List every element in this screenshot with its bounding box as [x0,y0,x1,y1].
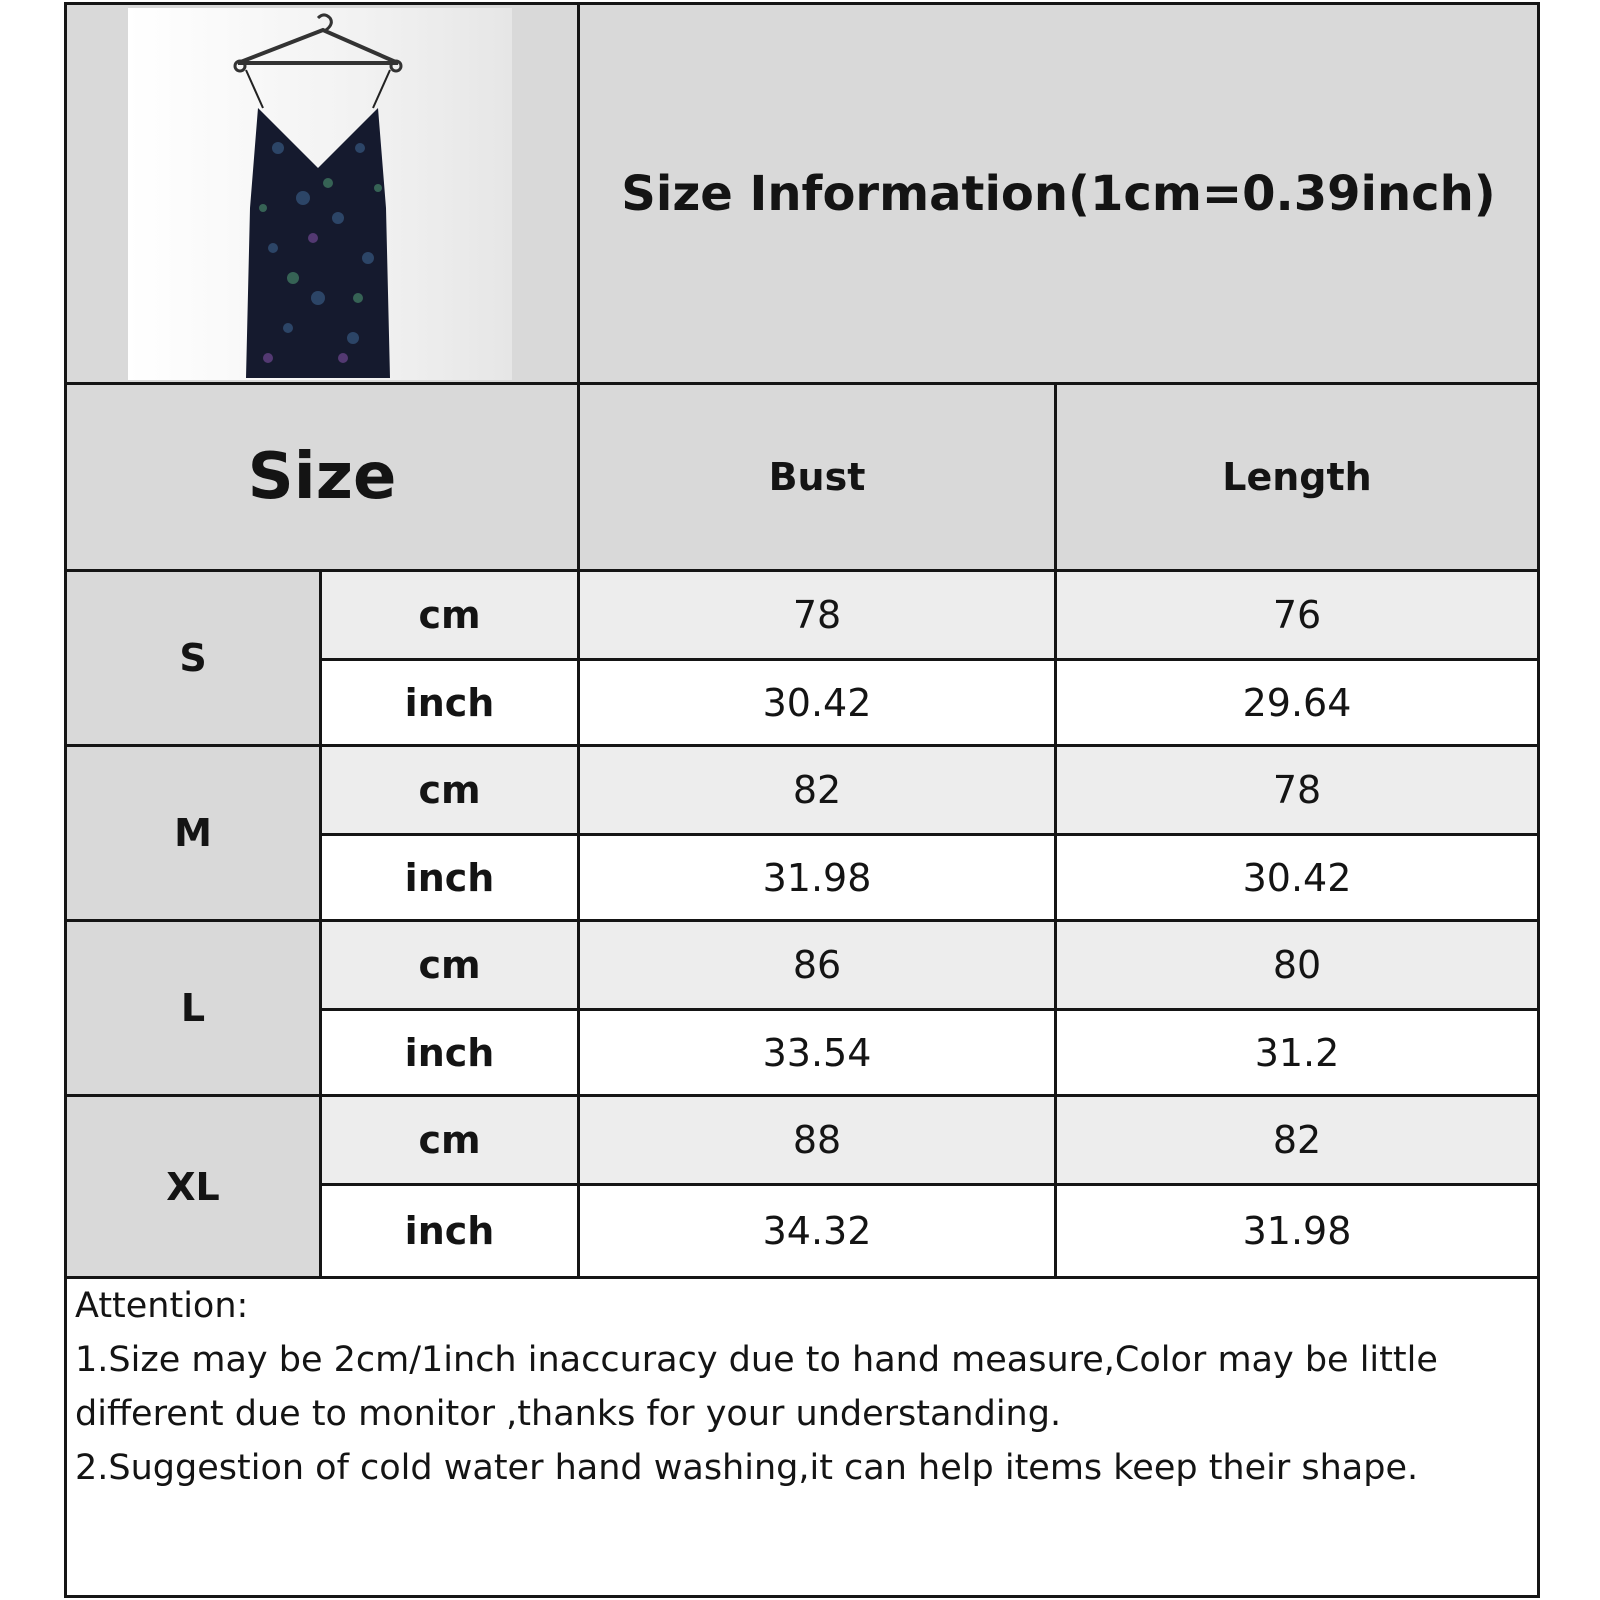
unit-label-cm: cm [319,744,580,836]
length-inch-m: 30.42 [1054,833,1540,922]
unit-label-inch: inch [319,658,580,747]
unit-label-cm: cm [319,919,580,1011]
unit-label-inch: inch [319,1183,580,1279]
length-inch-xl: 31.98 [1054,1183,1540,1279]
unit-label-cm: cm [319,569,580,661]
unit-label-inch: inch [319,1008,580,1097]
size-label-l: L [64,919,322,1097]
dress-image [128,8,512,380]
length-cm-l: 80 [1054,919,1540,1011]
size-info-title: Size Information(1cm=0.39inch) [577,2,1540,385]
bust-inch-s: 30.42 [577,658,1057,747]
attention-heading: Attention: [75,1286,249,1326]
bust-inch-l: 33.54 [577,1008,1057,1097]
length-cm-s: 76 [1054,569,1540,661]
product-photo [128,8,512,380]
bust-cm-s: 78 [577,569,1057,661]
note-line-3: 2.Suggestion of cold water hand washing,it can help items keep their shape. [75,1448,1419,1488]
length-inch-l: 31.2 [1054,1008,1540,1097]
size-label-s: S [64,569,322,747]
bust-inch-m: 31.98 [577,833,1057,922]
unit-label-inch: inch [319,833,580,922]
bust-cm-xl: 88 [577,1094,1057,1186]
size-column-header: Size [64,382,580,572]
size-label-m: M [64,744,322,922]
bust-inch-xl: 34.32 [577,1183,1057,1279]
length-column-header: Length [1054,382,1540,572]
bust-cm-l: 86 [577,919,1057,1011]
note-line-2: different due to monitor ,thanks for your understanding. [75,1394,1062,1434]
size-label-xl: XL [64,1094,322,1279]
unit-label-cm: cm [319,1094,580,1186]
bust-cm-m: 82 [577,744,1057,836]
length-cm-xl: 82 [1054,1094,1540,1186]
length-inch-s: 29.64 [1054,658,1540,747]
note-line-1: 1.Size may be 2cm/1inch inaccuracy due to hand measure,Color may be little [75,1340,1438,1380]
attention-notes [64,1276,1540,1598]
length-cm-m: 78 [1054,744,1540,836]
bust-column-header: Bust [577,382,1057,572]
